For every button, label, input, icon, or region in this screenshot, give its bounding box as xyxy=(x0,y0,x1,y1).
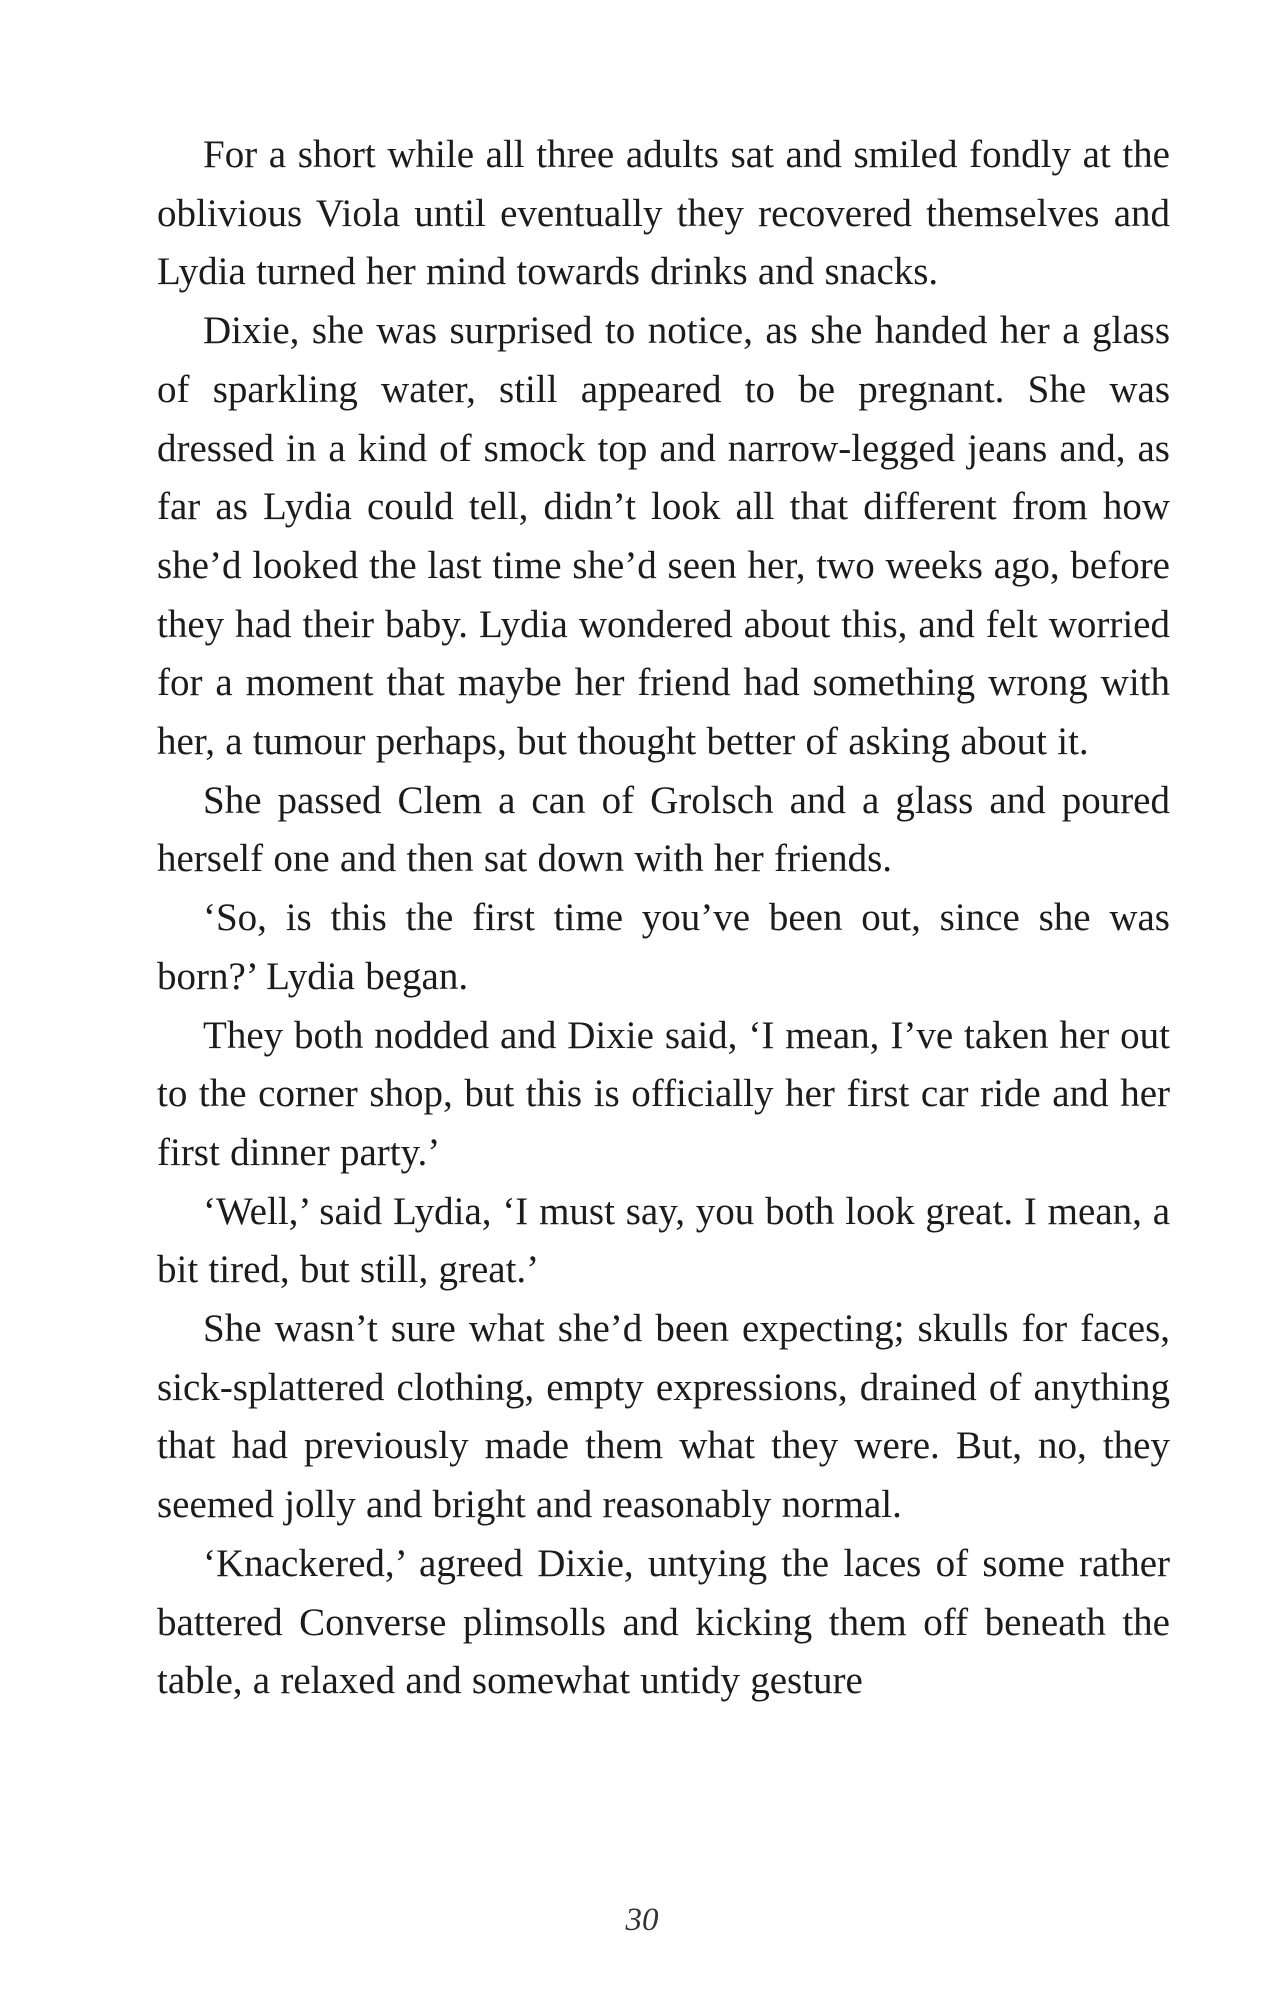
paragraph: She passed Clem a can of Grolsch and a glass and poured herself one and then sat down with her friends. xyxy=(157,778,1170,881)
paragraph: She wasn’t sure what she’d been expecting; skulls for faces, sick-splattered clothing, empty expressions, drained of anything that had previously made them what they were. But, no, they seemed jolly and bright and reasonably normal. xyxy=(157,1307,1170,1527)
paragraph: ‘Knackered,’ agreed Dixie, untying the laces of some rather battered Converse plimsolls and kicking them off beneath the table, a relaxed and somewhat untidy gesture xyxy=(157,1541,1170,1703)
body-text xyxy=(157,126,1170,1711)
page-number: 30 xyxy=(625,1902,659,1938)
paragraph: ‘Well,’ said Lydia, ‘I must say, you both look great. I mean, a bit tired, but still, great.’ xyxy=(157,1189,1170,1292)
paragraph: They both nodded and Dixie said, ‘I mean, I’ve taken her out to the corner shop, but this is officially her first car ride and her first dinner party.’ xyxy=(157,1013,1170,1174)
paragraph: ‘So, is this the first time you’ve been out, since she was born?’ Lydia began. xyxy=(157,896,1170,998)
paragraph: For a short while all three adults sat and smiled fondly at the oblivious Viola until eventually they recovered themselves and Lydia turned her mind towards drinks and snacks. xyxy=(157,133,1170,294)
paragraph: Dixie, she was surprised to notice, as she handed her a glass of sparkling water, still appeared to be pregnant. She was dressed in a kind of smock top and narrow-legged jeans and, as far as Lydia could tell, didn’t look all that different from how she’d looked the last time she’d seen her, two weeks ago, before they had their baby. Lydia wondered about this, and felt worried for a moment that maybe her friend had something wrong with her, a tumour perhaps, but thought better of asking about it. xyxy=(157,309,1170,764)
